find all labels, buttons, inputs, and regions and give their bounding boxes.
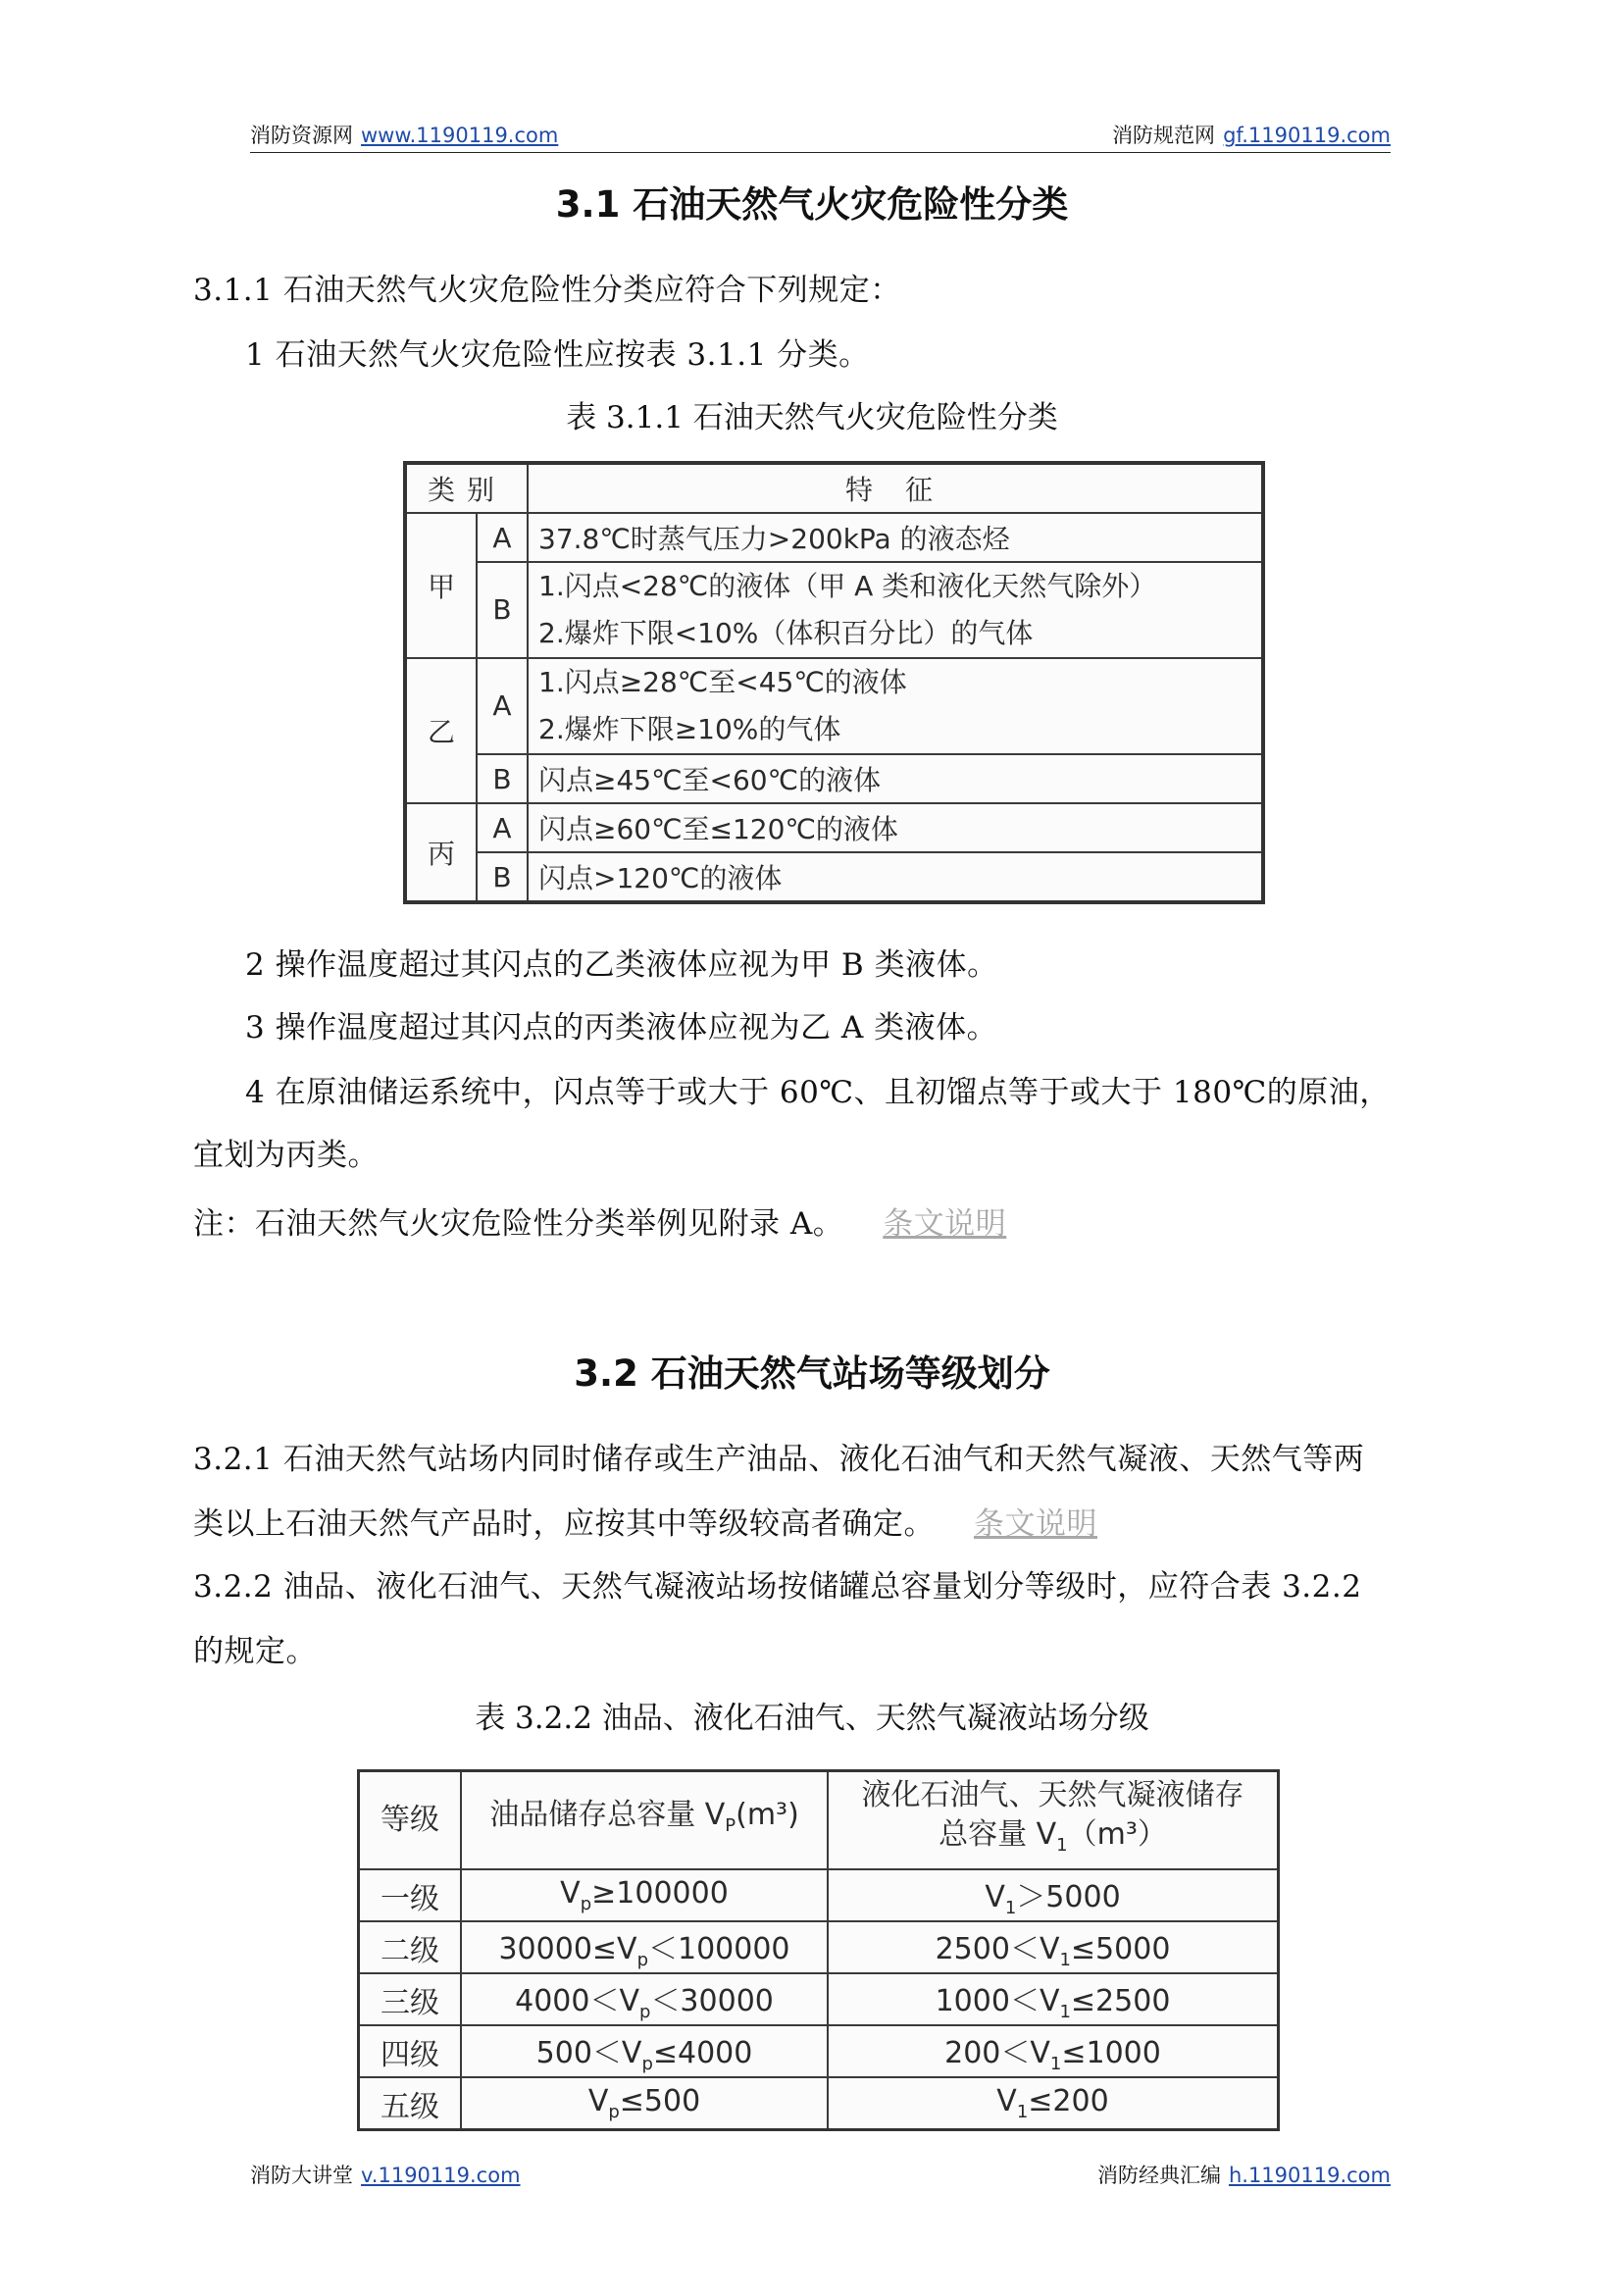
oil-sub: p <box>641 2054 653 2074</box>
sub-class-a: A <box>477 803 528 852</box>
table-header-row <box>359 1771 1279 1870</box>
class-bing: 丙 <box>405 803 477 902</box>
header-lpg-suffix: （m³） <box>1067 1816 1167 1852</box>
feature-jia-a: 37.8℃时蒸气压力>200kPa 的液态烃 <box>528 513 1263 562</box>
oil-cell <box>461 1973 828 2025</box>
lpg-cell <box>828 1973 1279 2025</box>
table-row <box>359 1869 1279 1921</box>
header-grade: 等级 <box>359 1771 462 1870</box>
header-oil-sub: P <box>725 1814 736 1836</box>
table-header-row <box>405 463 1263 513</box>
sub-class-b: B <box>477 562 528 658</box>
lpg-sub: 1 <box>1049 2054 1062 2074</box>
class-jia: 甲 <box>405 513 477 658</box>
oil-cell <box>461 1869 828 1921</box>
feature-jia-b <box>528 562 1263 658</box>
lpg-b: ≤2500 <box>1070 1984 1171 2018</box>
feature-jia-b-line1: 1.闪点<28℃的液体（甲 A 类和液化天然气除外） <box>538 570 1157 602</box>
oil-a: V <box>587 2084 609 2118</box>
oil-cell <box>461 2025 828 2077</box>
feature-jia-b-line2: 2.爆炸下限<10%（体积百分比）的气体 <box>538 617 1034 649</box>
table-row <box>405 562 1263 658</box>
feature-bing-a: 闪点≥60℃至≤120℃的液体 <box>528 803 1263 852</box>
oil-cell <box>461 2077 828 2130</box>
hazard-classification-table <box>403 461 1265 904</box>
lpg-a: V <box>996 2084 1017 2118</box>
header-left-site: 消防资源网 <box>250 124 353 147</box>
lpg-sub: 1 <box>1059 2002 1071 2022</box>
explain-link[interactable]: 条文说明 <box>883 1206 1007 1242</box>
header-lpg-capacity <box>828 1771 1279 1870</box>
item-3: 3 操作温度超过其闪点的丙类液体应视为乙 A 类液体。 <box>245 1010 998 1045</box>
header-class: 类别 <box>405 463 528 513</box>
header-oil-suffix: (m³) <box>736 1797 799 1832</box>
item-2: 2 操作温度超过其闪点的乙类液体应视为甲 B 类液体。 <box>245 947 998 983</box>
lpg-cell <box>828 2077 1279 2130</box>
sub-class-a: A <box>477 513 528 562</box>
header-left <box>250 120 558 149</box>
oil-sub: p <box>639 2002 651 2022</box>
lpg-b: ＞5000 <box>1016 1880 1121 1914</box>
page-footer <box>250 2160 1391 2189</box>
lpg-sub: 1 <box>1004 1898 1017 1918</box>
clause-3-2-1-line1: 3.2.1 石油天然气站场内同时储存或生产油品、液化石油气和天然气凝液、天然气等两 <box>193 1442 1365 1477</box>
lpg-sub: 1 <box>1016 2102 1029 2122</box>
footer-right-url[interactable]: h.1190119.com <box>1228 2164 1391 2187</box>
section-3-2-title: 3.2 石油天然气站场等级划分 <box>574 1352 1050 1395</box>
table-row <box>405 852 1263 902</box>
oil-b: ≤4000 <box>652 2036 753 2070</box>
oil-b: ≤500 <box>619 2084 701 2118</box>
class-yi: 乙 <box>405 658 477 803</box>
clause-3-1-1: 3.1.1 石油天然气火灾危险性分类应符合下列规定： <box>193 273 901 308</box>
lpg-cell <box>828 1869 1279 1921</box>
grade-cell: 五级 <box>359 2077 462 2130</box>
header-oil-capacity <box>461 1771 828 1870</box>
table-row <box>405 513 1263 562</box>
footer-left-site: 消防大讲堂 <box>250 2164 353 2187</box>
sub-class-a: A <box>477 658 528 754</box>
lpg-a: 200＜V <box>944 2036 1050 2070</box>
table-row <box>359 2077 1279 2130</box>
oil-sub: p <box>636 1950 648 1970</box>
lpg-cell <box>828 1921 1279 1973</box>
feature-yi-a-line2: 2.爆炸下限≥10%的气体 <box>538 713 841 745</box>
header-lpg-line1: 液化石油气、天然气凝液储存 <box>861 1777 1244 1812</box>
table-row <box>359 1921 1279 1973</box>
footer-right-site: 消防经典汇编 <box>1096 2164 1221 2187</box>
table-row <box>405 658 1263 754</box>
lpg-b: ≤1000 <box>1061 2036 1161 2070</box>
table-row <box>405 803 1263 852</box>
grade-cell: 三级 <box>359 1973 462 2025</box>
oil-sub: p <box>580 1894 592 1914</box>
header-lpg-sub: 1 <box>1056 1834 1068 1856</box>
lpg-a: V <box>985 1880 1005 1914</box>
feature-yi-b: 闪点≥45℃至<60℃的液体 <box>528 754 1263 803</box>
header-right <box>1112 120 1391 149</box>
footer-left-url[interactable]: v.1190119.com <box>361 2164 521 2187</box>
oil-cell <box>461 1921 828 1973</box>
station-grade-table <box>357 1769 1280 2131</box>
header-oil-prefix: 油品储存总容量 V <box>489 1797 726 1832</box>
oil-b: ＜100000 <box>648 1932 790 1966</box>
clause-3-2-1-line2-wrap <box>193 1499 1097 1543</box>
sub-class-b: B <box>477 754 528 803</box>
header-right-url[interactable]: gf.1190119.com <box>1223 124 1391 147</box>
grade-cell: 四级 <box>359 2025 462 2077</box>
note-text: 注：石油天然气火灾危险性分类举例见附录 A。 <box>193 1206 844 1242</box>
header-lpg-prefix: 总容量 V <box>939 1816 1057 1852</box>
lpg-a: 2500＜V <box>935 1932 1060 1966</box>
item-4-line1: 4 在原油储运系统中，闪点等于或大于 60℃、且初馏点等于或大于 180℃的原油， <box>245 1075 1391 1110</box>
oil-a: 30000≤V <box>498 1932 637 1966</box>
clause-3-2-2-line2: 的规定。 <box>193 1634 317 1669</box>
note-line <box>193 1198 1006 1243</box>
item-1: 1 石油天然气火灾危险性应按表 3.1.1 分类。 <box>245 337 870 373</box>
lpg-sub: 1 <box>1059 1950 1071 1970</box>
table-row <box>359 1973 1279 2025</box>
clause-3-2-1-line2: 类以上石油天然气产品时，应按其中等级较高者确定。 <box>193 1506 935 1542</box>
header-lpg-line2 <box>835 1815 1271 1865</box>
oil-a: V <box>560 1876 581 1911</box>
feature-yi-a-line1: 1.闪点≥28℃至<45℃的液体 <box>538 666 907 698</box>
feature-bing-b: 闪点>120℃的液体 <box>528 852 1263 902</box>
grade-cell: 一级 <box>359 1869 462 1921</box>
section-3-1-title: 3.1 石油天然气火灾危险性分类 <box>555 183 1069 226</box>
lpg-b: ≤5000 <box>1070 1932 1171 1966</box>
item-4-line2: 宜划为丙类。 <box>193 1138 379 1173</box>
page-header <box>250 120 1391 153</box>
footer-left <box>250 2160 521 2189</box>
header-right-site: 消防规范网 <box>1112 124 1216 147</box>
lpg-b: ≤200 <box>1028 2084 1109 2118</box>
header-feature: 特 征 <box>528 463 1263 513</box>
footer-right <box>1097 2160 1391 2189</box>
oil-a: 500＜V <box>535 2036 642 2070</box>
explain-link[interactable]: 条文说明 <box>974 1506 1097 1542</box>
oil-a: 4000＜V <box>515 1984 639 2018</box>
oil-b: ＜30000 <box>650 1984 774 2018</box>
header-left-url[interactable]: www.1190119.com <box>361 124 559 147</box>
table-3-2-2-caption: 表 3.2.2 油品、液化石油气、天然气凝液站场分级 <box>475 1701 1149 1736</box>
feature-yi-a <box>528 658 1263 754</box>
grade-cell: 二级 <box>359 1921 462 1973</box>
sub-class-b: B <box>477 852 528 902</box>
lpg-a: 1000＜V <box>935 1984 1060 2018</box>
table-row <box>405 754 1263 803</box>
table-row <box>359 2025 1279 2077</box>
clause-3-2-2-line1: 3.2.2 油品、液化石油气、天然气凝液站场按储罐总容量划分等级时，应符合表 3.2.2 <box>193 1569 1362 1605</box>
lpg-cell <box>828 2025 1279 2077</box>
oil-b: ≥100000 <box>591 1876 729 1911</box>
oil-sub: p <box>608 2102 620 2122</box>
table-3-1-1-caption: 表 3.1.1 石油天然气火灾危险性分类 <box>566 400 1058 435</box>
